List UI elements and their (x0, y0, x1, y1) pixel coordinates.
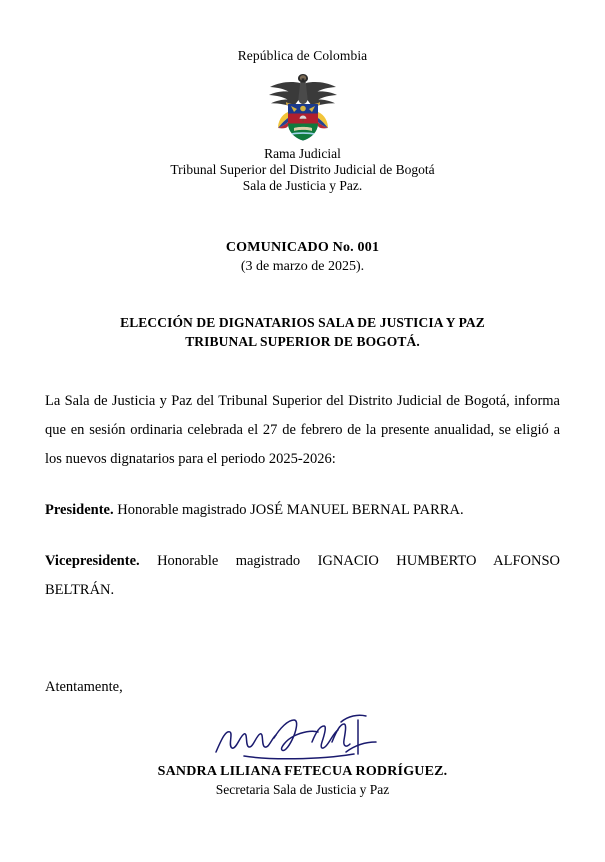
document-title-line-2: TRIBUNAL SUPERIOR DE BOGOTÁ. (185, 334, 420, 349)
notice-date: (3 de marzo de 2025). (240, 259, 365, 274)
signature-block (45, 702, 560, 812)
handwritten-signature-icon (208, 708, 398, 770)
officer-vicepresident (45, 547, 560, 605)
signer-name: SANDRA LILIANA FETECUA RODRÍGUEZ. (157, 764, 448, 779)
closing-salutation: Atentamente, (45, 679, 123, 695)
coat-of-arms-icon (45, 68, 560, 144)
document-title-line-1: ELECCIÓN DE DIGNATARIOS SALA DE JUSTICIA Y PAZ (120, 315, 485, 330)
chamber-name: Sala de Justicia y Paz. (242, 178, 363, 193)
judicial-branch-label: Rama Judicial (264, 146, 341, 161)
officer-president-role: Presidente. (45, 502, 114, 518)
country-name: República de Colombia (237, 48, 368, 63)
notice-number: COMUNICADO No. 001 (225, 240, 380, 255)
officer-vicepresident-text: Honorable magistrado IGNACIO HUMBERTO ALFONSO BELTRÁN. (45, 553, 560, 598)
officer-vicepresident-role: Vicepresidente. (45, 553, 140, 569)
officer-president-text: Honorable magistrado JOSÉ MANUEL BERNAL PARRA. (113, 502, 464, 518)
document-title (45, 313, 560, 351)
officer-president (45, 496, 560, 525)
body-paragraph: La Sala de Justicia y Paz del Tribunal Superior del Distrito Judicial de Bogotá, informa que en sesión ordinaria celebrada el 27 de febrero de la presente anualidad, se eligió a los nuevos dignatarios para el periodo 2025-2026: (45, 393, 560, 467)
signer-role: Secretaria Sala de Justicia y Paz (215, 782, 390, 797)
court-name: Tribunal Superior del Distrito Judicial de Bogotá (170, 162, 435, 177)
